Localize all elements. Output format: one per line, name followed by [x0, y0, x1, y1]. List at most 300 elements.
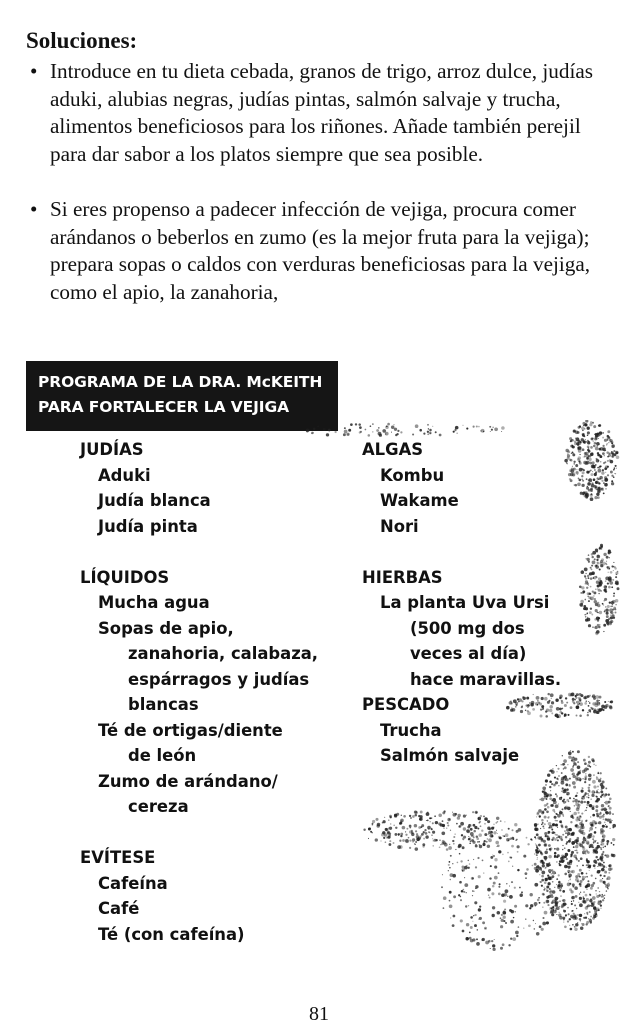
texture-speck — [587, 712, 589, 714]
texture-speck — [601, 794, 603, 796]
texture-speck — [492, 914, 495, 917]
texture-speck — [452, 812, 453, 813]
texture-speck — [606, 883, 610, 887]
texture-speck — [578, 697, 581, 700]
texture-speck — [523, 927, 524, 928]
texture-speck — [585, 767, 587, 769]
texture-speck — [584, 436, 585, 437]
texture-speck — [372, 824, 374, 826]
texture-speck — [600, 848, 602, 850]
texture-speck — [595, 765, 596, 766]
texture-speck — [458, 826, 460, 828]
texture-speck — [577, 914, 579, 916]
texture-speck — [582, 471, 585, 474]
texture-speck — [579, 869, 582, 872]
texture-speck — [590, 608, 592, 610]
texture-speck — [577, 482, 581, 486]
texture-speck — [585, 840, 586, 841]
texture-speck — [389, 840, 391, 842]
texture-speck — [489, 828, 492, 831]
texture-speck — [574, 928, 577, 931]
texture-speck — [474, 914, 476, 916]
texture-speck — [587, 842, 590, 845]
texture-speck — [599, 546, 602, 549]
texture-speck — [600, 831, 604, 835]
texture-speck — [570, 750, 571, 751]
texture-speck — [537, 824, 538, 825]
texture-speck — [500, 917, 502, 919]
texture-speck — [580, 816, 582, 818]
texture-speck — [380, 840, 381, 841]
texture-speck — [589, 830, 591, 832]
texture-speck — [369, 828, 371, 830]
texture-speck — [586, 471, 589, 474]
texture-speck — [563, 917, 566, 920]
texture-speck — [575, 795, 577, 797]
texture-speck — [603, 862, 605, 864]
texture-speck — [584, 781, 586, 783]
hierbas-item-continuation: veces al día) — [410, 644, 527, 663]
texture-speck — [561, 811, 563, 813]
texture-speck — [460, 822, 464, 826]
texture-speck — [579, 454, 580, 455]
texture-speck — [612, 838, 615, 841]
texture-speck — [577, 761, 579, 763]
texture-speck — [557, 827, 558, 828]
texture-speck — [535, 828, 539, 832]
texture-speck — [612, 824, 616, 828]
texture-speck — [494, 939, 495, 940]
texture-speck — [597, 859, 599, 861]
texture-speck — [534, 836, 536, 838]
texture-speck — [599, 879, 602, 882]
texture-speck — [587, 618, 591, 622]
texture-speck — [512, 937, 516, 941]
texture-speck — [576, 715, 578, 717]
texture-speck — [503, 916, 506, 919]
texture-speck — [588, 496, 589, 497]
texture-speck — [598, 488, 600, 490]
texture-speck — [595, 878, 597, 880]
texture-speck — [576, 792, 578, 794]
texture-speck — [511, 881, 513, 883]
texture-speck — [583, 836, 585, 838]
texture-speck — [591, 569, 593, 571]
texture-speck — [519, 894, 522, 897]
texture-speck — [428, 828, 430, 830]
texture-speck — [475, 845, 478, 848]
texture-speck — [585, 850, 588, 853]
texture-speck — [561, 860, 564, 863]
texture-speck — [541, 879, 544, 882]
texture-speck — [591, 758, 594, 761]
texture-speck — [559, 836, 562, 839]
texture-speck — [583, 433, 585, 435]
texture-speck — [608, 701, 609, 702]
texture-speck — [605, 787, 607, 789]
texture-speck — [585, 616, 587, 618]
texture-speck — [540, 867, 542, 869]
texture-speck — [521, 891, 523, 893]
texture-speck — [457, 816, 460, 819]
texture-speck — [587, 714, 589, 716]
texture-speck — [360, 431, 362, 433]
texture-speck — [478, 875, 481, 878]
texture-speck — [582, 480, 584, 482]
texture-speck — [435, 431, 437, 433]
texture-speck — [548, 822, 552, 826]
texture-speck — [610, 700, 613, 703]
texture-speck — [575, 484, 578, 487]
texture-speck — [502, 835, 504, 837]
texture-speck — [405, 834, 407, 836]
texture-speck — [538, 809, 542, 813]
texture-speck — [544, 856, 548, 860]
texture-speck — [566, 702, 568, 704]
texture-speck — [499, 883, 501, 885]
texture-speck — [397, 430, 399, 432]
texture-speck — [558, 914, 561, 917]
texture-speck — [605, 609, 608, 612]
texture-speck — [578, 449, 582, 453]
texture-speck — [536, 932, 540, 936]
texture-speck — [491, 835, 493, 837]
texture-speck — [608, 805, 610, 807]
texture-speck — [455, 849, 456, 850]
texture-speck — [547, 820, 548, 821]
texture-speck — [590, 798, 592, 800]
texture-speck — [546, 849, 548, 851]
texture-speck — [535, 838, 536, 839]
texture-speck — [415, 847, 418, 850]
texture-speck — [591, 806, 594, 809]
texture-speck — [430, 821, 431, 822]
texture-speck — [556, 796, 557, 797]
texture-speck — [311, 432, 314, 435]
texture-speck — [306, 430, 308, 432]
texture-speck — [550, 769, 553, 772]
solutions-bullet-1 — [26, 58, 616, 168]
texture-speck — [572, 766, 574, 768]
texture-speck — [583, 830, 584, 831]
texture-speck — [562, 787, 564, 789]
texture-speck — [590, 473, 593, 476]
texture-speck — [586, 873, 588, 875]
texture-speck — [561, 781, 565, 785]
texture-speck — [396, 813, 399, 816]
texture-speck — [525, 877, 527, 879]
texture-speck — [462, 866, 465, 869]
texture-speck — [468, 860, 470, 862]
texture-speck — [590, 446, 593, 449]
judias-item: Judía blanca — [98, 491, 211, 510]
texture-speck — [489, 897, 491, 899]
texture-speck — [443, 828, 444, 829]
texture-speck — [594, 703, 598, 707]
texture-speck — [590, 494, 593, 497]
texture-speck — [479, 905, 481, 907]
texture-speck — [545, 779, 548, 782]
texture-speck — [567, 714, 569, 716]
texture-speck — [505, 833, 509, 837]
texture-speck — [578, 902, 579, 903]
texture-speck — [549, 797, 552, 800]
texture-speck — [556, 813, 558, 815]
texture-speck — [605, 825, 607, 827]
texture-speck — [496, 830, 497, 831]
texture-speck — [598, 779, 601, 782]
texture-speck — [615, 465, 617, 467]
texture-speck — [472, 841, 475, 844]
texture-speck — [603, 814, 605, 816]
texture-speck — [547, 904, 549, 906]
texture-speck — [577, 704, 578, 705]
texture-speck — [582, 853, 584, 855]
texture-speck — [590, 489, 593, 492]
texture-speck — [574, 926, 576, 928]
texture-speck — [458, 894, 460, 896]
texture-speck — [590, 916, 592, 918]
texture-speck — [587, 558, 590, 561]
texture-speck — [548, 827, 550, 829]
texture-speck — [536, 812, 539, 815]
texture-speck — [592, 896, 596, 900]
texture-speck — [561, 820, 562, 821]
texture-speck — [476, 938, 478, 940]
texture-speck — [603, 604, 604, 605]
texture-speck — [534, 928, 536, 930]
texture-speck — [603, 624, 606, 627]
texture-speck — [596, 700, 599, 703]
texture-speck — [599, 431, 603, 435]
texture-speck — [592, 626, 593, 627]
texture-speck — [539, 816, 540, 817]
texture-speck — [388, 820, 389, 821]
texture-speck — [581, 484, 584, 487]
texture-speck — [415, 841, 417, 843]
texture-speck — [595, 437, 598, 440]
texture-speck — [346, 433, 349, 436]
texture-speck — [464, 877, 465, 878]
texture-speck — [582, 430, 583, 431]
texture-speck — [579, 479, 582, 482]
texture-speck — [569, 459, 572, 462]
texture-speck — [600, 772, 602, 774]
texture-speck — [554, 855, 556, 857]
texture-speck — [500, 947, 503, 950]
texture-speck — [606, 561, 607, 562]
texture-speck — [476, 835, 478, 837]
texture-speck — [574, 839, 578, 843]
texture-speck — [556, 771, 557, 772]
texture-speck — [576, 843, 578, 845]
texture-speck — [576, 705, 579, 708]
texture-speck — [617, 571, 619, 573]
texture-speck — [562, 856, 565, 859]
texture-speck — [560, 896, 561, 897]
texture-speck — [588, 447, 589, 448]
texture-speck — [441, 886, 443, 888]
texture-speck — [501, 914, 503, 916]
texture-speck — [449, 891, 452, 894]
texture-speck — [550, 907, 551, 908]
texture-speck — [590, 816, 591, 817]
texture-speck — [599, 581, 603, 585]
texture-speck — [459, 853, 461, 855]
texture-speck — [606, 556, 609, 559]
texture-speck — [608, 882, 609, 883]
texture-speck — [443, 825, 445, 827]
texture-speck — [577, 766, 581, 770]
texture-speck — [427, 819, 429, 821]
texture-speck — [480, 825, 482, 827]
texture-speck — [492, 885, 495, 888]
texture-speck — [613, 562, 614, 563]
texture-speck — [595, 565, 599, 569]
texture-speck — [615, 612, 617, 614]
texture-speck — [548, 794, 551, 797]
texture-speck — [594, 600, 597, 603]
texture-speck — [611, 482, 614, 485]
texture-speck — [611, 565, 613, 567]
texture-speck — [588, 451, 590, 453]
texture-speck — [596, 576, 598, 578]
texture-speck — [528, 924, 531, 927]
texture-speck — [486, 841, 488, 843]
texture-speck — [604, 855, 606, 857]
texture-speck — [372, 423, 373, 424]
texture-speck — [563, 902, 567, 906]
texture-speck — [578, 456, 581, 459]
texture-speck — [607, 605, 610, 608]
texture-speck — [590, 599, 591, 600]
texture-speck — [431, 835, 432, 836]
texture-speck — [601, 895, 604, 898]
texture-speck — [313, 428, 315, 430]
texture-speck — [559, 864, 561, 866]
texture-speck — [503, 893, 507, 897]
texture-speck — [545, 878, 548, 881]
texture-speck — [477, 841, 479, 843]
texture-speck — [456, 823, 458, 825]
texture-speck — [402, 826, 406, 830]
texture-speck — [615, 451, 619, 455]
texture-speck — [584, 759, 585, 760]
texture-speck — [560, 884, 563, 887]
texture-speck — [551, 800, 553, 802]
page-number: 81 — [309, 1003, 329, 1025]
texture-speck — [612, 605, 614, 607]
texture-speck — [542, 822, 544, 824]
texture-speck — [585, 773, 586, 774]
texture-speck — [588, 554, 590, 556]
texture-speck — [604, 701, 606, 703]
texture-speck — [569, 778, 571, 780]
texture-speck — [564, 873, 567, 876]
texture-speck — [416, 838, 420, 842]
texture-speck — [602, 437, 604, 439]
texture-speck — [616, 574, 617, 575]
texture-speck — [578, 804, 581, 807]
texture-speck — [448, 870, 449, 871]
texture-speck — [355, 423, 357, 425]
texture-speck — [551, 873, 553, 875]
texture-speck — [606, 483, 607, 484]
texture-speck — [563, 759, 567, 763]
texture-speck — [592, 461, 595, 464]
liquidos-item-continuation: zanahoria, calabaza, — [128, 644, 319, 663]
texture-speck — [419, 818, 421, 820]
texture-speck — [469, 842, 471, 844]
texture-speck — [415, 424, 419, 428]
texture-speck — [570, 811, 571, 812]
texture-speck — [514, 823, 517, 826]
texture-speck — [593, 764, 595, 766]
texture-speck — [594, 867, 595, 868]
texture-speck — [607, 566, 610, 569]
texture-speck — [597, 604, 600, 607]
texture-speck — [543, 902, 545, 904]
texture-speck — [432, 822, 434, 824]
texture-speck — [601, 471, 604, 474]
texture-speck — [488, 895, 489, 896]
texture-speck — [579, 700, 581, 702]
texture-speck — [449, 861, 451, 863]
texture-speck — [587, 613, 588, 614]
texture-speck — [549, 848, 552, 851]
texture-speck — [591, 481, 592, 482]
texture-speck — [597, 842, 599, 844]
texture-speck — [575, 878, 579, 882]
texture-speck — [555, 872, 556, 873]
texture-speck — [599, 624, 600, 625]
program-left-column — [80, 437, 318, 947]
texture-speck — [588, 458, 591, 461]
evitese-heading: EVÍTESE — [80, 848, 156, 867]
hierbas-item-continuation: (500 mg dos — [410, 618, 525, 638]
texture-speck — [589, 827, 593, 831]
texture-speck — [603, 631, 604, 632]
texture-speck — [611, 480, 613, 482]
texture-speck — [525, 904, 528, 907]
texture-speck — [554, 777, 556, 779]
texture-speck — [579, 918, 582, 921]
texture-speck — [597, 562, 599, 564]
texture-speck — [543, 840, 546, 843]
texture-speck — [583, 441, 586, 444]
texture-speck — [601, 868, 605, 872]
texture-speck — [583, 605, 586, 608]
texture-speck — [565, 916, 566, 917]
texture-speck — [588, 441, 590, 443]
texture-speck — [596, 893, 597, 894]
texture-speck — [590, 586, 592, 588]
texture-speck — [561, 712, 563, 714]
texture-speck — [605, 488, 606, 489]
texture-speck — [376, 429, 379, 432]
texture-speck — [569, 437, 572, 440]
texture-speck — [472, 921, 473, 922]
texture-speck — [546, 803, 548, 805]
texture-speck — [506, 883, 507, 884]
texture-speck — [581, 586, 584, 589]
texture-speck — [609, 551, 610, 552]
texture-speck — [579, 822, 582, 825]
texture-speck — [584, 913, 585, 914]
texture-speck — [595, 841, 597, 843]
texture-speck — [388, 828, 389, 829]
texture-speck — [534, 905, 536, 907]
